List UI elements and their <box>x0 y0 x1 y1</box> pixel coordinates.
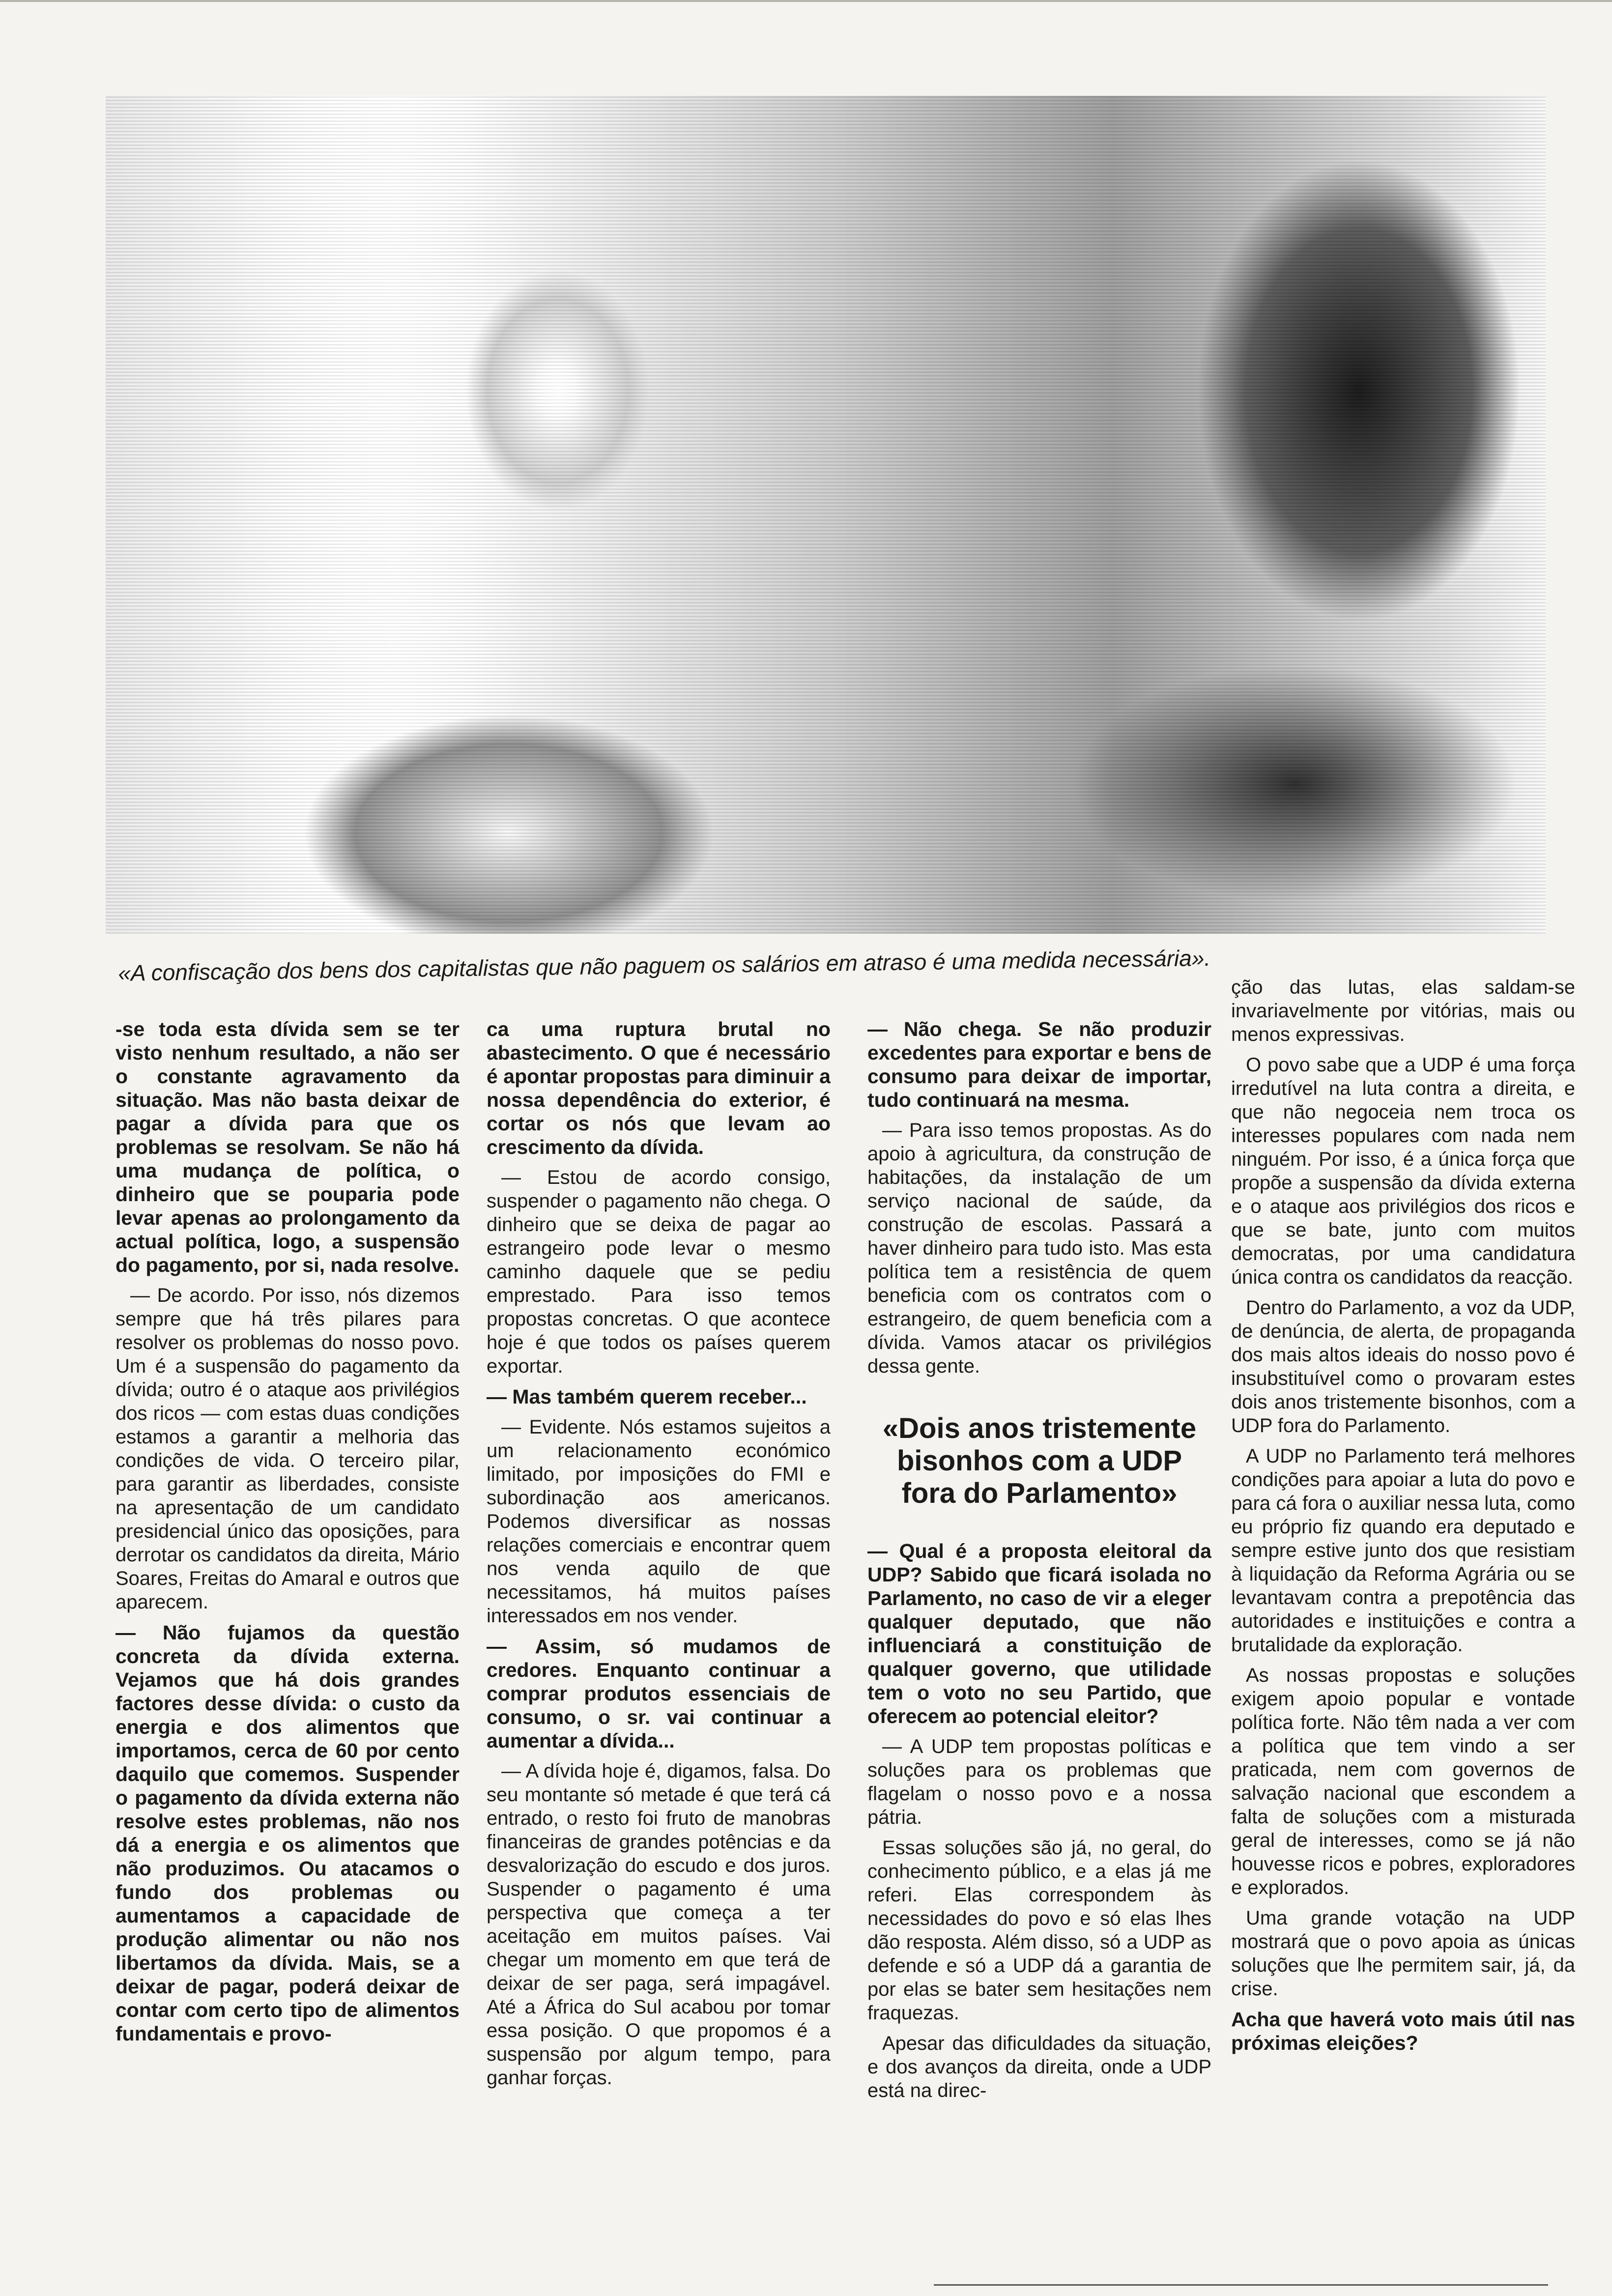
interview-answer: A UDP no Parlamento terá melhores condições para apoiar a luta do povo e para cá fora o auxiliar nessa luta, como eu próprio fiz quando era deputado e sempre estive junto dos que resistiam à liquidação da Reforma Agrária ou se levantavam contra a prepotência das autoridades e instituições e contra a brutalidade da exploração. <box>1231 1445 1575 1656</box>
photo-caption: «A confiscação dos bens dos capitalistas que não paguem os salários em atraso é uma medida necessária». <box>118 945 1211 986</box>
article-column-2 <box>487 1017 831 2275</box>
article-column-3 <box>867 1017 1211 2275</box>
interview-answer: — Evidente. Nós estamos sujeitos a um relacionamento económico limitado, por imposições do FMI e subordinação aos americanos. Podemos diversificar as nossas relações comerciais e encontrar quem nos venda aquilo de que necessitamos, há muitos países interessados em nos vender. <box>487 1416 831 1627</box>
interview-answer: As nossas propostas e soluções exigem apoio popular e vontade política forte. Não têm nada a ver com a política que tem vindo a ser praticada, nem com governos de salvação nacional que escondem a falta de soluções com a misturada geral de interesses, como se já não houvesse ricos e pobres, exploradores e explorados. <box>1231 1665 1575 1898</box>
interview-answer: — De acordo. Por isso, nós dizemos sempre que há três pilares para resolver os problemas do nosso povo. Um é a suspensão do pagamento da dívida; outro é o ataque aos privilégios dos ricos — com estas duas condições estamos a garantir a melhoria das condições de vida. O terceiro pilar, para garantir as liberdades, consiste na apresentação de um candidato presidencial único das oposições, para derrotar os candidatos da direita, Mário Soares, Freitas do Amaral e outros que aparecem. <box>115 1285 460 1613</box>
top-rule <box>0 0 1612 2</box>
interview-question: -se toda esta dívida sem se ter visto nenhum resultado, a não ser o constante agravamento da situação. Mas não basta deixar de pagar a dívida para que os problemas se resolvam. Se não há uma mudança de política, o dinheiro que se pouparia pode levar apenas ao prolongamento da actual política, logo, a suspensão do pagamento, por si, nada resolve. <box>115 1018 460 1276</box>
interview-answer: Essas soluções são já, no geral, do conhecimento público, e a elas já me referi. Elas correspondem às necessidades do povo e só elas lhes dão resposta. Além disso, só a UDP as defende e só a UDP dá a garantia de por elas se bater sem hesitações nem fraquezas. <box>867 1837 1211 2024</box>
interview-question: — Assim, só mudamos de credores. Enquanto continuar a comprar produtos essenciais de consumo, o sr. vai continuar a aumentar a dívida... <box>487 1635 831 1752</box>
article-column-1 <box>115 1017 460 2275</box>
interview-answer: Uma grande votação na UDP mostrará que o povo apoia as únicas soluções que lhe permitem sair, já, da crise. <box>1231 1907 1575 2000</box>
interview-question: ca uma ruptura brutal no abastecimento. O que é necessário é apontar propostas para diminuir a nossa dependência do exterior, é cortar os nós que levam ao crescimento da dívida. <box>487 1018 831 1158</box>
interview-answer: — A dívida hoje é, digamos, falsa. Do seu montante só metade é que terá cá entrado, o resto foi fruto de manobras financeiras de grandes potências e da desvalorização do escudo e dos juros. Suspender o pagamento é uma perspectiva que começa a ter aceitação em muitos países. Vai chegar um momento em que terá de deixar de ser paga, será impagável. Até a África do Sul acabou por tomar essa posição. O que propomos é a suspensão por algum tempo, para ganhar forças. <box>487 1760 831 2089</box>
interview-question: Acha que haverá voto mais útil nas próximas eleições? <box>1231 2008 1575 2054</box>
news-photo <box>106 96 1546 934</box>
interview-answer: Dentro do Parlamento, a voz da UDP, de denúncia, de alerta, de propaganda dos mais altos ideais do nosso povo é insubstituível como o provaram estes dois anos tristemente bisonhos, com a UDP fora do Parlamento. <box>1231 1297 1575 1436</box>
interview-question: — Não fujamos da questão concreta da dívida externa. Vejamos que há dois grandes factores desse dívida: o custo da energia e dos alimentos que importamos, cerca de 60 por cento daquilo que comemos. Suspender o pagamento da dívida externa não resolve estes problemas, não nos dá a energia e os alimentos que não produzimos. Ou atacamos o fundo dos problemas ou aumentamos a capacidade de produção alimentar ou não nos libertamos da dívida. Mais, se a deixar de pagar, poderá deixar de contar com certo tipo de alimentos fundamentais e provo- <box>115 1621 460 2045</box>
interview-answer: — A UDP tem propostas políticas e soluções para os problemas que flagelam o nosso povo e a nossa pátria. <box>867 1736 1211 1828</box>
section-heading: «Dois anos tristemente bisonhos com a UDP fora do Parlamento» <box>882 1412 1197 1509</box>
interview-answer: Apesar das dificuldades da situação, e dos avanços da direita, onde a UDP está na direc- <box>867 2033 1211 2101</box>
interview-answer: O povo sabe que a UDP é uma força irredutível na luta contra a direita, e que não negoceia nem troca os interesses populares com nada nem ninguém. Por isso, é a única força que propõe a suspensão da dívida externa e o ataque aos privilégios dos ricos e que se bate, junto com muitos democratas, por uma candidatura única contra os candidatos da reacção. <box>1231 1054 1575 1288</box>
interview-answer: — Para isso temos propostas. As do apoio à agricultura, da construção de habitações, da instalação de um serviço nacional de saúde, da construção de escolas. Passará a haver dinheiro para tudo isto. Mas esta política tem a resistência de quem beneficia com os contratos com o estrangeiro, de quem beneficia com a dívida. Vamos atacar os privilégios dessa gente. <box>867 1119 1211 1377</box>
interview-question: — Qual é a proposta eleitoral da UDP? Sabido que ficará isolada no Parlamento, no caso de vir a eleger qualquer deputado, que não influenciará a constituição de qualquer governo, que utilidade tem o voto no seu Partido, que oferecem ao potencial eleitor? <box>867 1540 1211 1727</box>
article-column-4 <box>1231 976 1575 2278</box>
interview-answer: — Estou de acordo consigo, suspender o pagamento não chega. O dinheiro que se deixa de pagar ao estrangeiro pode levar o mesmo caminho daquele que se pediu emprestado. Para isso temos propostas concretas. O que acontece hoje é que todos os países querem exportar. <box>487 1167 831 1377</box>
bottom-rule <box>934 2284 1548 2286</box>
interview-answer: ção das lutas, elas saldam-se invariavelmente por vitórias, mais ou menos expressivas. <box>1231 976 1575 1045</box>
interview-question: — Mas também querem receber... <box>487 1385 807 1408</box>
interview-question: — Não chega. Se não produzir excedentes para exportar e bens de consumo para deixar de importar, tudo continuará na mesma. <box>867 1018 1211 1111</box>
